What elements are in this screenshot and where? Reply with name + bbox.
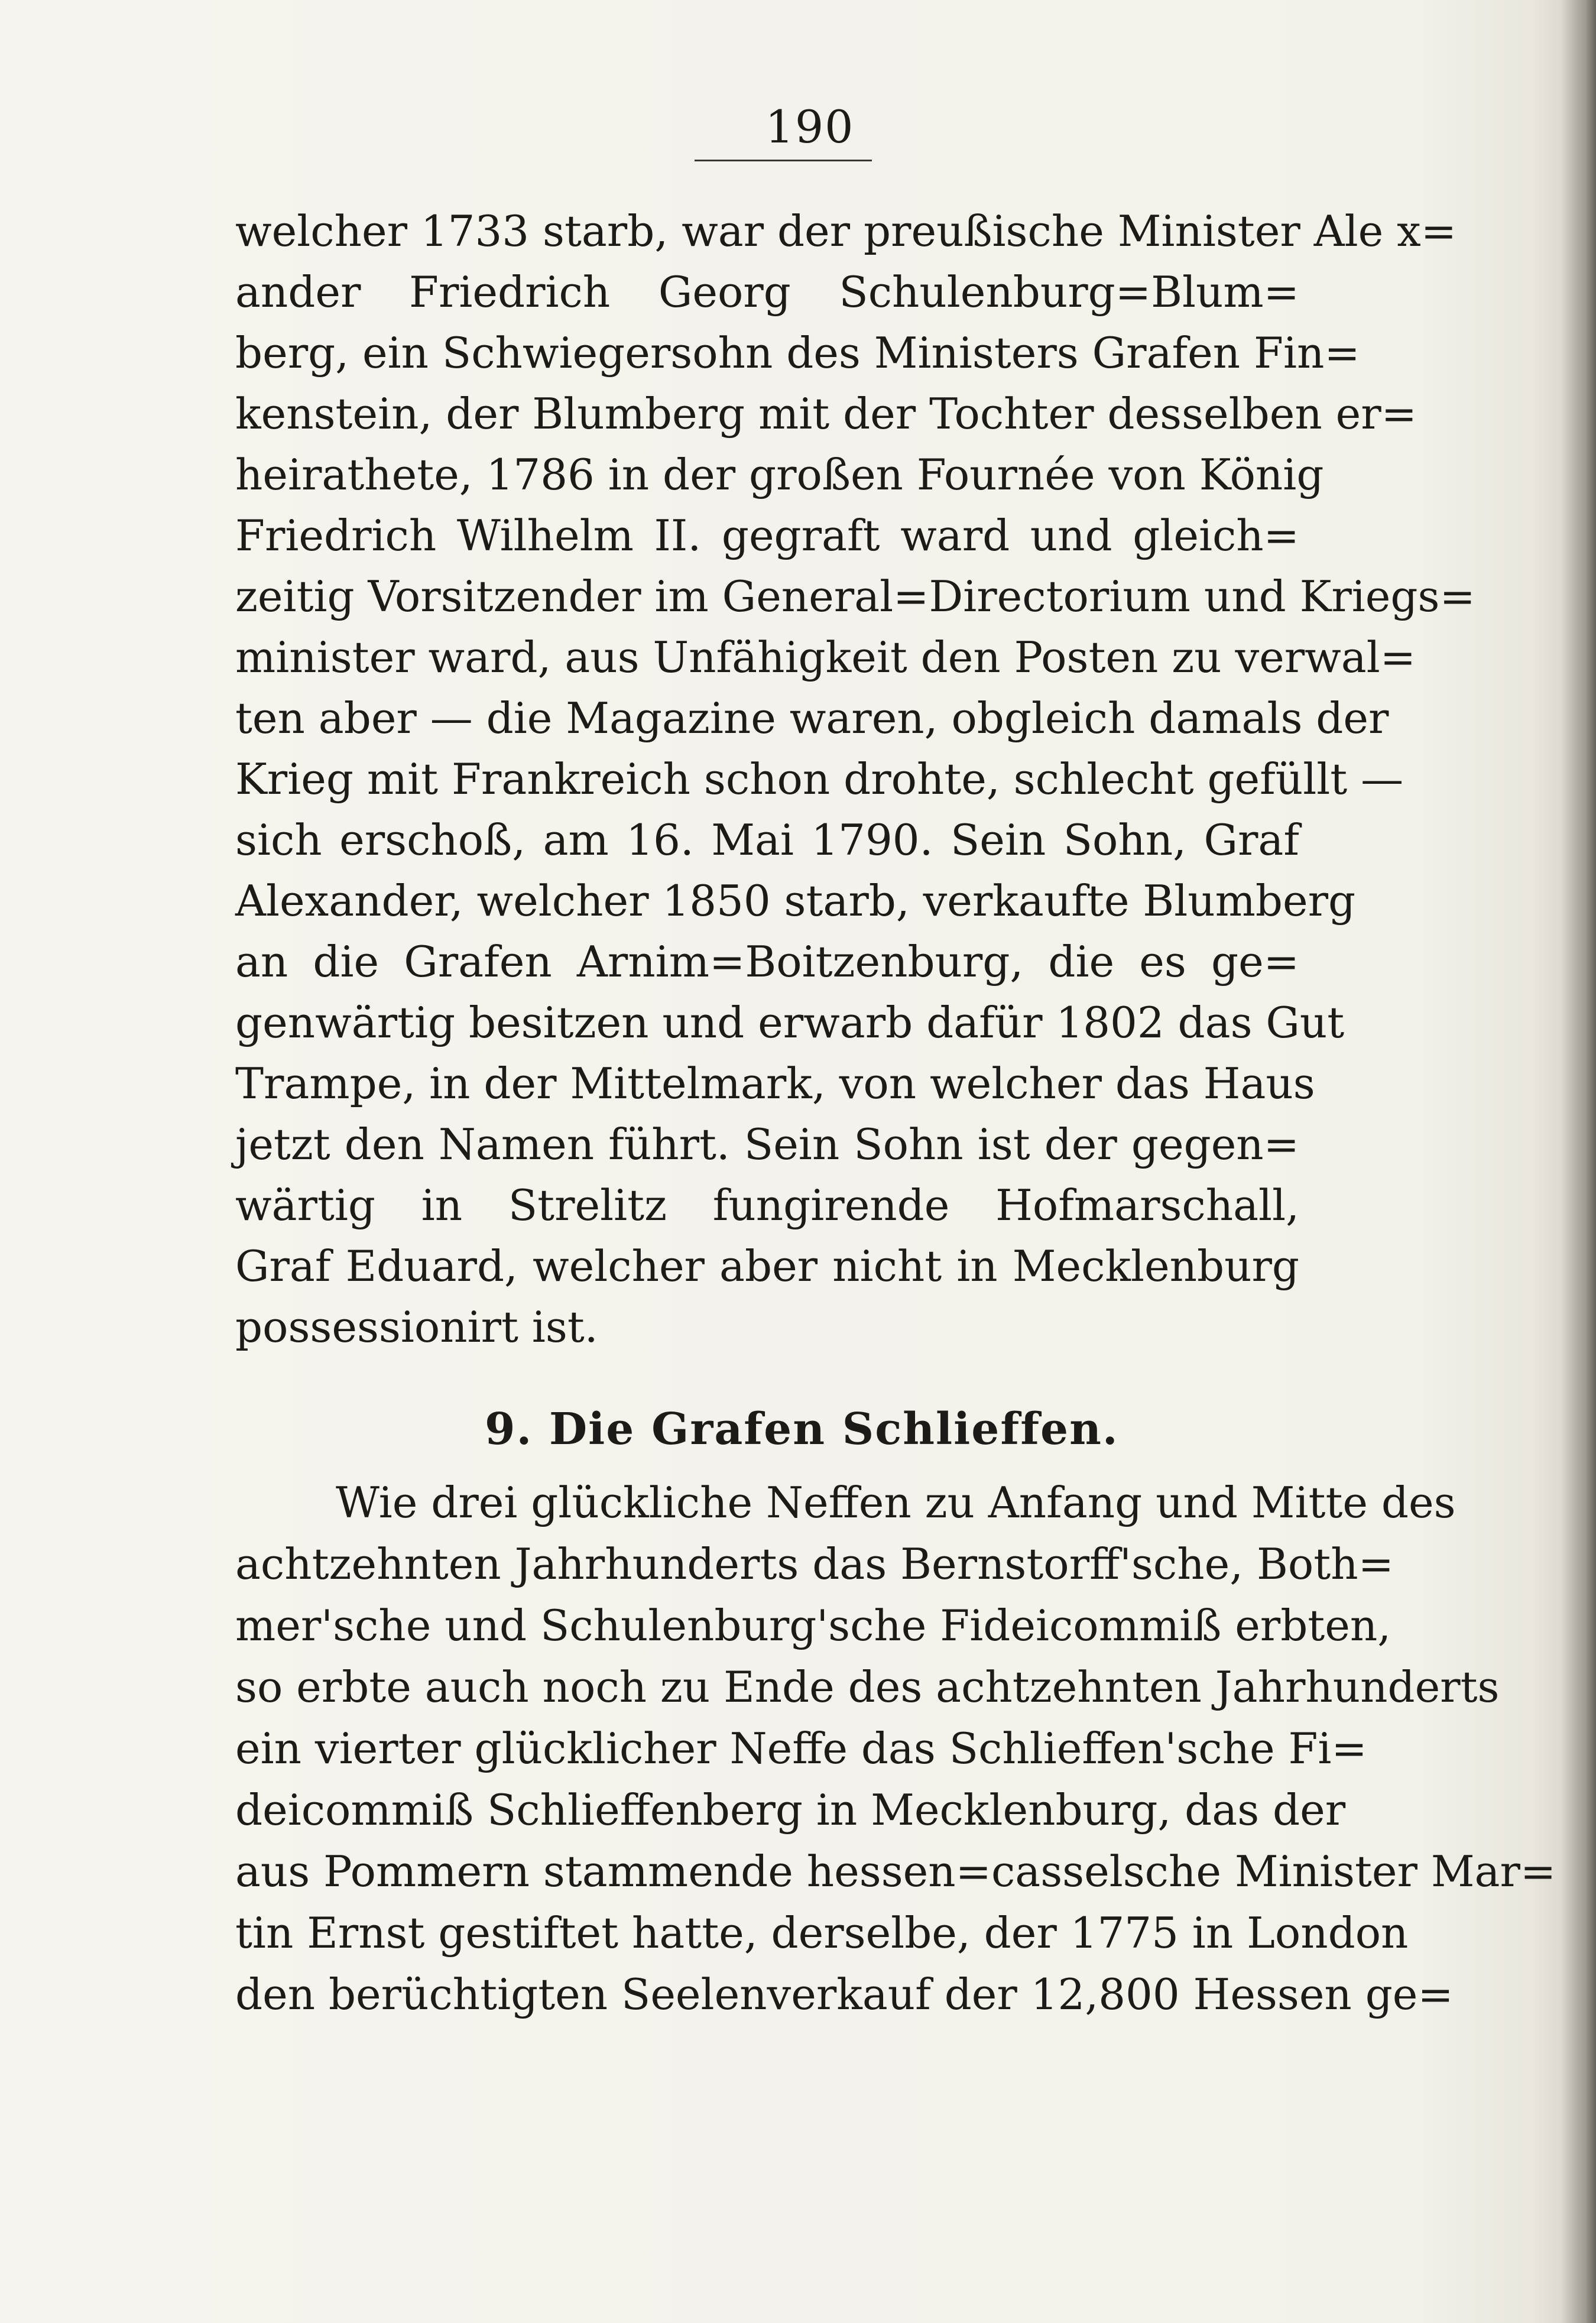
section-heading: 9. Die Grafen Schlieffen. — [485, 1404, 1119, 1455]
text-line: den berüchtigten Seelenverkauf der 12,800 Hessen ge= — [235, 1970, 1454, 2019]
text-line: minister ward, aus Unfähigkeit den Posten zu verwal= — [235, 632, 1416, 682]
text-line: an die Grafen Arnim=Boitzenburg, die es ge= — [235, 937, 1299, 987]
text-line: tin Ernst gestiftet hatte, derselbe, der 1775 in London — [235, 1908, 1409, 1958]
paragraph-1 — [235, 201, 1475, 1358]
text-line: Wie drei glückliche Neffen zu Anfang und Mitte des — [336, 1478, 1456, 1527]
text-line: welcher 1733 starb, war der preußische Minister Ale x= — [235, 206, 1457, 256]
text-line: jetzt den Namen führt. Sein Sohn ist der gegen= — [235, 1120, 1299, 1169]
page-number: 190 — [765, 100, 855, 153]
text-line: Krieg mit Frankreich schon drohte, schlecht gefüllt — — [235, 754, 1404, 804]
text-line: Alexander, welcher 1850 starb, verkaufte Blumberg — [235, 876, 1356, 926]
text-line: heirathete, 1786 in der großen Fournée von König — [235, 450, 1324, 499]
text-line: sich erschoß, am 16. Mai 1790. Sein Sohn, Graf — [235, 815, 1299, 865]
text-line: achtzehnten Jahrhunderts das Bernstorff'sche, Both= — [235, 1539, 1394, 1589]
text-line: berg, ein Schwiegersohn des Ministers Grafen Fin= — [235, 328, 1360, 378]
text-line: kenstein, der Blumberg mit der Tochter desselben er= — [235, 389, 1417, 439]
text-line: mer'sche und Schulenburg'sche Fideicommiß erbten, — [235, 1601, 1391, 1650]
text-line: ander Friedrich Georg Schulenburg=Blum= — [235, 267, 1299, 317]
page-edge-shadow — [1561, 0, 1596, 2323]
text-line: Friedrich Wilhelm II. gegraft ward und gleich= — [235, 511, 1299, 560]
text-line: genwärtig besitzen und erwarb dafür 1802 das Gut — [235, 998, 1345, 1047]
paragraph-2 — [235, 1472, 1556, 2025]
text-line: ten aber — die Magazine waren, obgleich damals der — [235, 693, 1389, 743]
text-line: wärtig in Strelitz fungirende Hofmarschall, — [235, 1180, 1299, 1230]
text-line: so erbte auch noch zu Ende des achtzehnten Jahrhunderts — [235, 1662, 1500, 1712]
text-line: ein vierter glücklicher Neffe das Schlieffen'sche Fi= — [235, 1724, 1367, 1773]
text-line: Graf Eduard, welcher aber nicht in Mecklenburg — [235, 1241, 1299, 1291]
text-line: deicommiß Schlieffenberg in Mecklenburg, das der — [235, 1785, 1346, 1835]
text-line: aus Pommern stammende hessen=casselsche Minister Mar= — [235, 1847, 1556, 1896]
page-number-rule — [695, 160, 872, 161]
text-line: possessionirt ist. — [235, 1302, 598, 1352]
text-line: zeitig Vorsitzender im General=Directorium und Kriegs= — [235, 572, 1475, 621]
text-line: Trampe, in der Mittelmark, von welcher das Haus — [235, 1059, 1315, 1108]
